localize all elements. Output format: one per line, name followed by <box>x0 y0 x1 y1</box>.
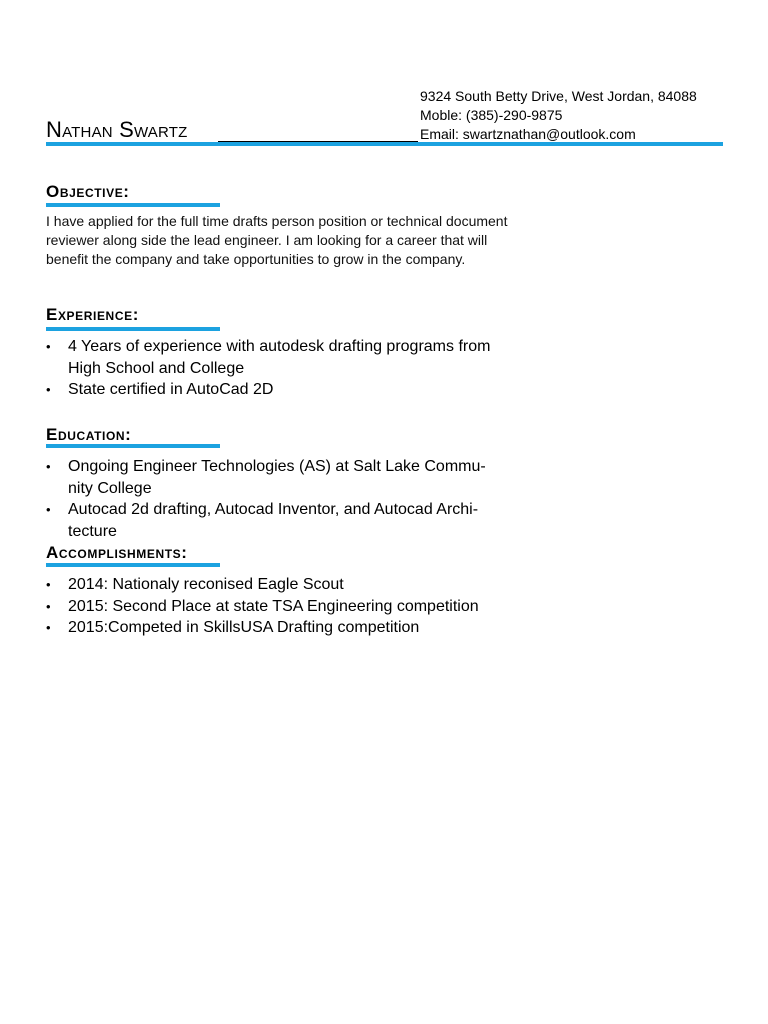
contact-address: 9324 South Betty Drive, West Jordan, 84088 <box>420 88 697 104</box>
list-item-line: tecture <box>68 522 117 540</box>
bullet-icon: • <box>46 502 51 517</box>
list-item-line: State certified in AutoCad 2D <box>68 381 274 398</box>
bullet-icon: • <box>46 598 51 614</box>
bullet-icon: • <box>46 339 51 354</box>
bullet-icon: • <box>46 382 51 397</box>
education-heading: Education: <box>46 425 132 444</box>
education-list <box>46 456 546 542</box>
accomplishments-list <box>46 574 546 639</box>
contact-block <box>420 87 697 144</box>
education-rule <box>46 444 220 448</box>
list-item <box>46 379 546 401</box>
header-divider <box>46 142 723 146</box>
list-item-line: 4 Years of experience with autodesk drafting programs from <box>68 338 491 355</box>
list-item-line: 2015:Competed in SkillsUSA Drafting competition <box>68 619 420 636</box>
bullet-icon: • <box>46 459 51 474</box>
contact-email: Email: swartznathan@outlook.com <box>420 126 636 142</box>
list-item <box>46 574 546 596</box>
experience-heading: Experience: <box>46 305 139 324</box>
objective-line: reviewer along side the lead engineer. I am looking for a career that will <box>46 232 488 248</box>
bullet-icon: • <box>46 577 51 592</box>
list-item-line: 2015: Second Place at state TSA Engineering competition <box>68 597 479 615</box>
accomplishments-rule <box>46 563 220 567</box>
objective-rule <box>46 203 220 207</box>
objective-text <box>46 212 546 269</box>
list-item-line: Autocad 2d drafting, Autocad Inventor, and Autocad Archi- <box>68 501 479 518</box>
accomplishments-heading: Accomplishments: <box>46 543 188 562</box>
contact-phone: Moble: (385)-290-9875 <box>420 107 563 123</box>
list-item <box>46 617 546 639</box>
bullet-icon: • <box>46 620 51 635</box>
objective-line: I have applied for the full time drafts person position or technical document <box>46 213 508 229</box>
list-item-line: nity College <box>68 479 152 497</box>
list-item-line: Ongoing Engineer Technologies (AS) at Salt Lake Commu- <box>68 458 486 475</box>
list-item-line: High School and College <box>68 359 245 377</box>
experience-list <box>46 336 546 401</box>
list-item-line: 2014: Nationaly reconised Eagle Scout <box>68 576 344 593</box>
list-item <box>46 336 546 379</box>
experience-rule <box>46 327 220 331</box>
list-item <box>46 596 546 618</box>
applicant-name: Nathan Swartz <box>46 117 188 142</box>
objective-line: benefit the company and take opportunities to grow in the company. <box>46 251 466 267</box>
objective-heading: Objective: <box>46 182 130 201</box>
list-item <box>46 456 546 499</box>
list-item <box>46 499 546 542</box>
